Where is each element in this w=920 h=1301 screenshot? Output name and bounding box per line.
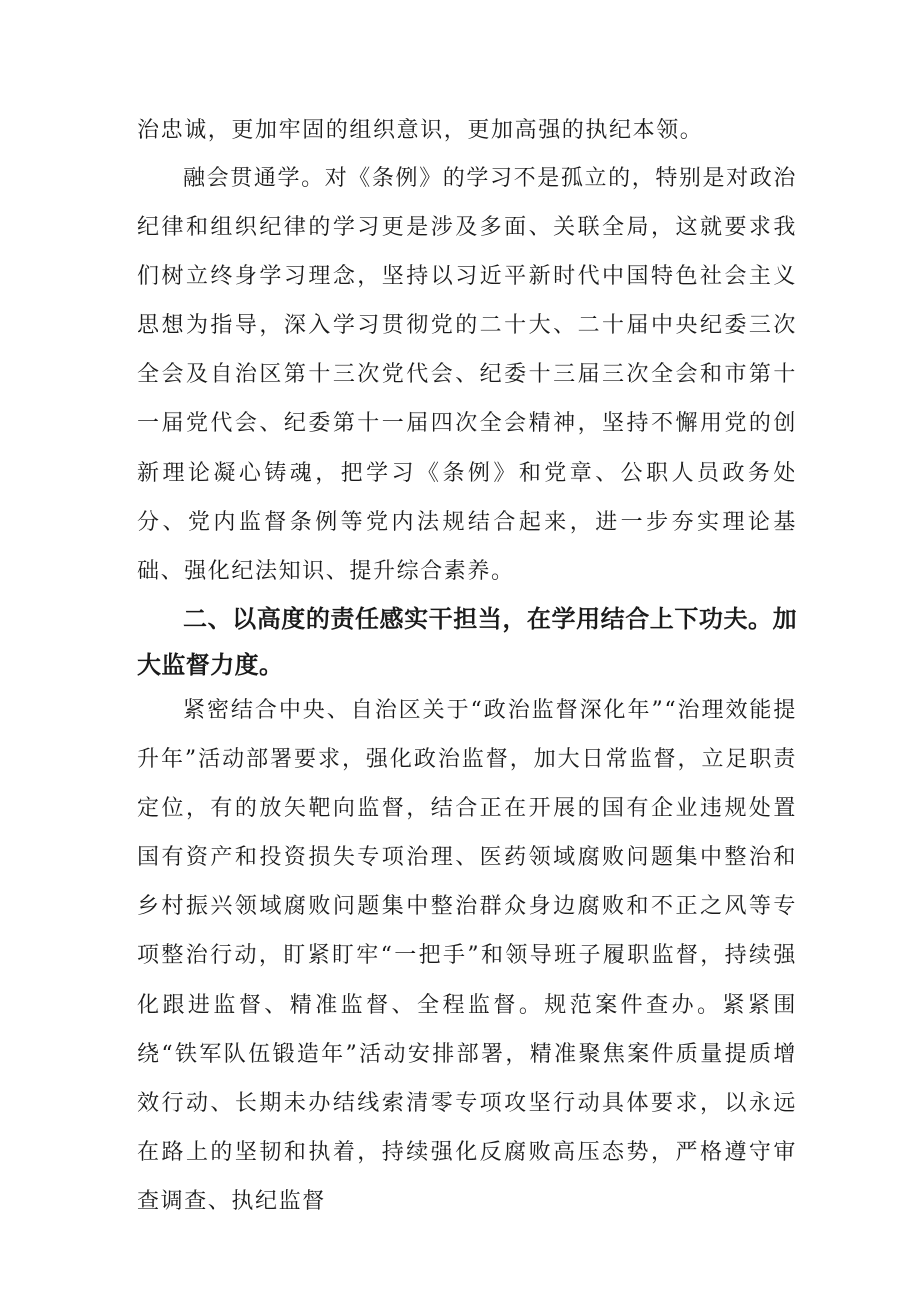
paragraph-integrated-study: 融会贯通学。对《条例》的学习不是孤立的，特别是对政治纪律和组织纪律的学习更是涉及多面、关联全局，这就要求我们树立终身学习理念，坚持以习近平新时代中国特色社会主义思想为指导，深入学习贯彻党的二十大、二十届中央纪委三次全会及自治区第十三次党代会、纪委十三届三次全会和市第十一届党代会、纪委第十一届四次全会精神，坚持不懈用党的创新理论凝心铸魂，把学习《条例》和党章、公职人员政务处分、党内监督条例等党内法规结合起来，进一步夯实理论基础、强化纪法知识、提升综合素养。: [137, 166, 797, 584]
paragraph-supervision: 紧密结合中央、自治区关于“政治监督深化年”“治理效能提升年”活动部署要求，强化政治监督，加大日常监督，立足职责定位，有的放矢靶向监督，结合正在开展的国有企业违规处置国有资产和投资损失专项治理、医药领域腐败问题集中整治和乡村振兴领域腐败问题集中整治群众身边腐败和不正之风等专项整治行动，盯紧盯牢“一把手”和领导班子履职监督，持续强化跟进监督、精准监督、全程监督。规范案件查办。紧紧围绕“铁军队伍锻造年”活动安排部署，精准聚焦案件质量提质增效行动、长期未办结线索清零专项攻坚行动具体要求，以永远在路上的坚韧和执着，持续强化反腐败高压态势，严格遵守审查调查、执纪监督: [137, 698, 797, 1214]
paragraph-continuation: 治忠诚，更加牢固的组织意识，更加高强的执纪本领。: [137, 118, 704, 143]
section-heading-two: 二、以高度的责任感实干担当，在学用结合上下功夫。加大监督力度。: [137, 605, 797, 679]
